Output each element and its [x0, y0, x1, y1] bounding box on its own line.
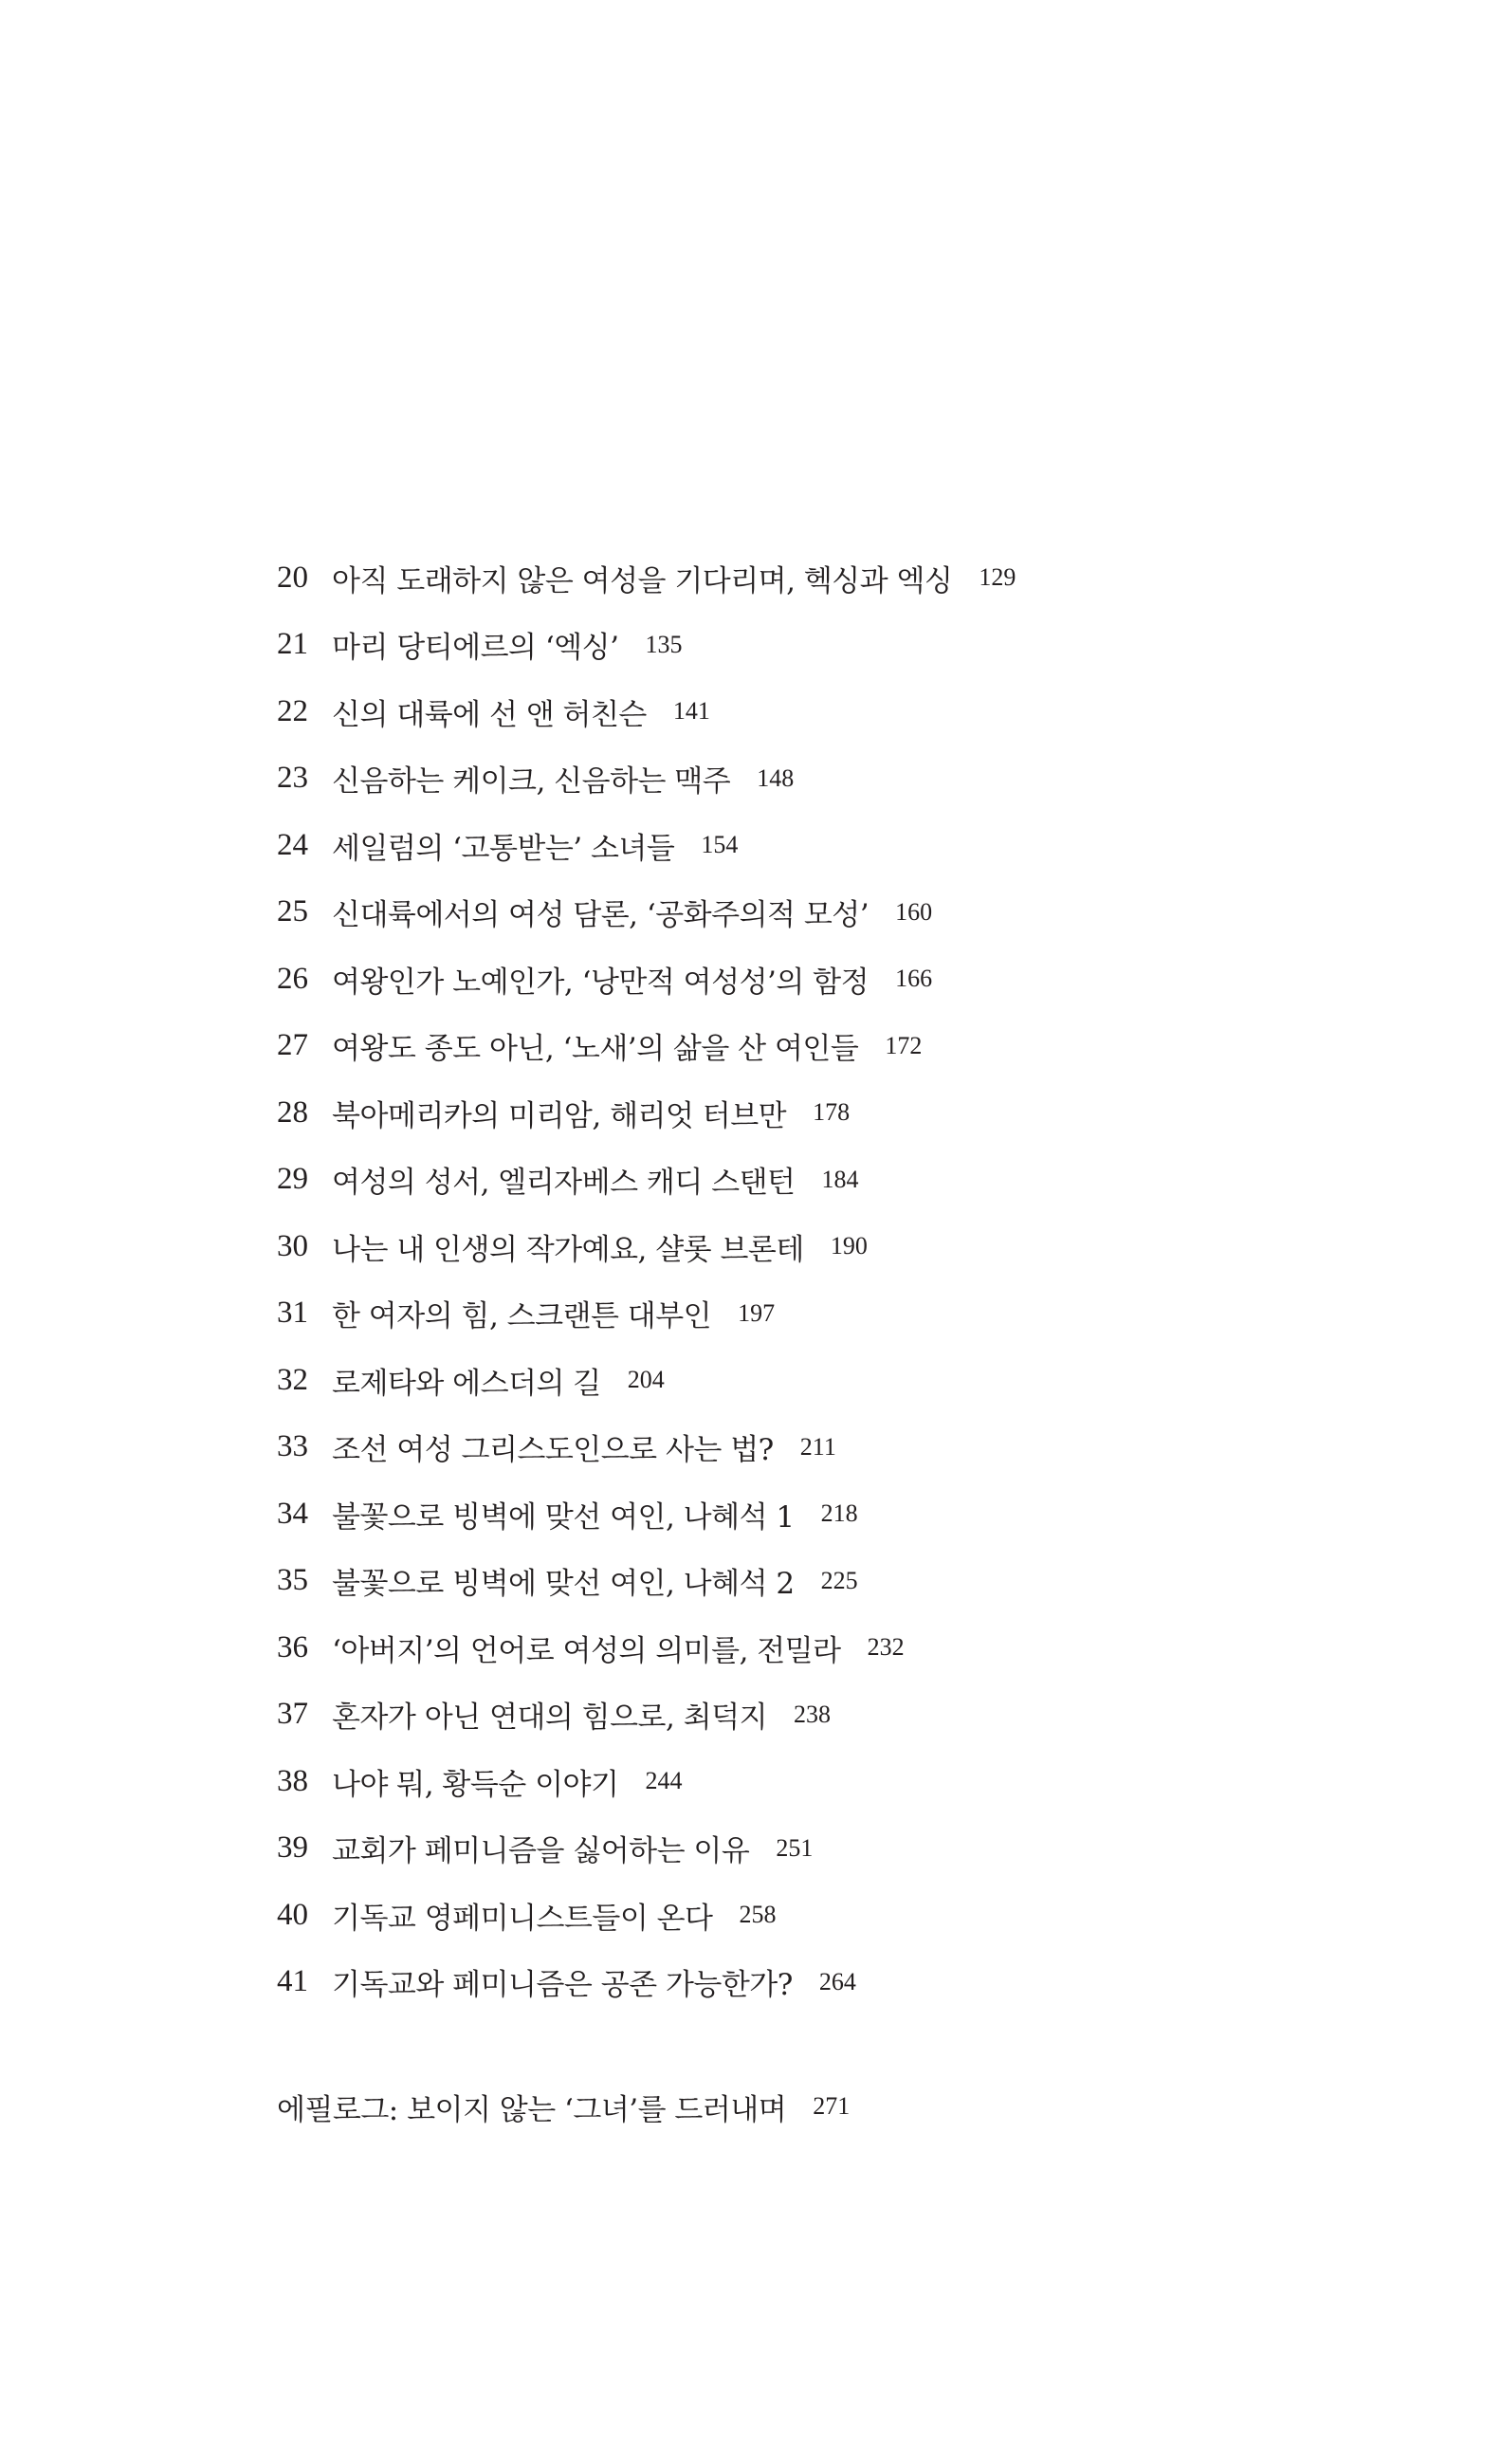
toc-entry-number: 22 — [277, 693, 308, 728]
toc-entry[interactable] — [277, 879, 1016, 947]
toc-entry-title: 여왕도 종도 아닌, ‘노새’의 삶을 산 여인들 — [332, 1032, 859, 1067]
toc-entry[interactable] — [277, 1347, 1016, 1414]
toc-entry[interactable] — [277, 1213, 1016, 1280]
toc-entry-number: 33 — [277, 1429, 308, 1464]
toc-entry-page: 218 — [820, 1499, 858, 1528]
toc-entry-page: 129 — [979, 563, 1016, 592]
toc-entry-title: 한 여자의 힘, 스크랜튼 대부인 — [332, 1299, 712, 1334]
toc-entry-title: 마리 당티에르의 ‘엑싱’ — [332, 631, 619, 666]
toc-entry-epilogue[interactable] — [277, 2073, 850, 2140]
toc-entry-title: 북아메리카의 미리암, 해리엇 터브만 — [332, 1098, 787, 1133]
toc-entry[interactable] — [277, 946, 1016, 1013]
toc-entry-title: 혼자가 아닌 연대의 힘으로, 최덕지 — [332, 1701, 768, 1736]
toc-entry-title: 기독교 영페미니스트들이 온다 — [332, 1901, 713, 1936]
toc-entry-page: 204 — [627, 1366, 665, 1394]
toc-entry-title: 에필로그: 보이지 않는 ‘그녀’를 드러내며 — [277, 2092, 787, 2127]
toc-entry-title: 신음하는 케이크, 신음하는 맥주 — [332, 764, 731, 800]
toc-entry[interactable] — [277, 1614, 1016, 1682]
toc-entry[interactable] — [277, 1480, 1016, 1548]
toc-entry-page: 172 — [885, 1031, 923, 1059]
toc-entry[interactable] — [277, 678, 1016, 745]
toc-entry-page: 190 — [830, 1232, 868, 1260]
toc-entry[interactable] — [277, 1548, 1016, 1615]
toc-entry[interactable] — [277, 1882, 1016, 1949]
toc-entry-title: 불꽃으로 빙벽에 맞선 여인, 나혜석 1 — [332, 1499, 795, 1535]
toc-entry-page: 160 — [895, 897, 933, 926]
toc-entry[interactable] — [277, 745, 1016, 813]
toc-entry-title: 나야 뭐, 황득순 이야기 — [332, 1767, 619, 1802]
table-of-contents — [277, 544, 1016, 2015]
toc-entry-number: 23 — [277, 761, 308, 796]
toc-entry-title: 나는 내 인생의 작가예요, 샬롯 브론테 — [332, 1232, 804, 1267]
toc-entry-number: 32 — [277, 1362, 308, 1397]
toc-entry-number: 26 — [277, 961, 308, 996]
toc-entry[interactable] — [277, 612, 1016, 679]
toc-entry-number: 35 — [277, 1563, 308, 1598]
toc-entry-page: 211 — [799, 1432, 836, 1461]
toc-entry-page: 271 — [813, 2092, 851, 2120]
toc-entry-page: 232 — [867, 1633, 905, 1662]
toc-entry-number: 30 — [277, 1228, 308, 1263]
toc-entry[interactable] — [277, 1414, 1016, 1481]
toc-entry-page: 154 — [701, 831, 739, 859]
toc-entry-number: 25 — [277, 894, 308, 929]
toc-entry-title: 조선 여성 그리스도인으로 사는 법? — [332, 1433, 774, 1468]
toc-entry-page: 184 — [821, 1165, 859, 1193]
toc-entry[interactable] — [277, 1147, 1016, 1214]
toc-entry-page: 264 — [818, 1967, 856, 1995]
toc-entry[interactable] — [277, 1949, 1016, 2016]
toc-entry[interactable] — [277, 544, 1016, 612]
toc-entry-number: 36 — [277, 1629, 308, 1664]
toc-entry-number: 28 — [277, 1094, 308, 1130]
toc-entry-number: 20 — [277, 560, 308, 595]
toc-entry-title: 기독교와 페미니즘은 공존 가능한가? — [332, 1968, 793, 2003]
toc-entry-page: 251 — [776, 1833, 814, 1862]
toc-entry-number: 21 — [277, 627, 308, 662]
toc-entry[interactable] — [277, 1815, 1016, 1883]
toc-entry-page: 166 — [895, 965, 933, 993]
toc-entry-number: 24 — [277, 827, 308, 862]
toc-entry-title: 불꽃으로 빙벽에 맞선 여인, 나혜석 2 — [332, 1567, 795, 1602]
toc-entry[interactable] — [277, 1682, 1016, 1749]
toc-entry-page: 225 — [820, 1566, 858, 1594]
toc-entry-title: 교회가 페미니즘을 싫어하는 이유 — [332, 1834, 750, 1869]
toc-entry-page: 244 — [645, 1767, 683, 1795]
toc-entry-number: 40 — [277, 1897, 308, 1932]
toc-entry-title: 신대륙에서의 여성 담론, ‘공화주의적 모성’ — [332, 898, 869, 933]
toc-entry-page: 178 — [813, 1098, 851, 1127]
toc-entry[interactable] — [277, 1079, 1016, 1147]
toc-entry-page: 258 — [739, 1901, 777, 1929]
toc-entry-title: 로제타와 에스더의 길 — [332, 1366, 601, 1401]
toc-entry-number: 29 — [277, 1162, 308, 1197]
toc-entry-page: 135 — [645, 630, 683, 658]
toc-entry-number: 37 — [277, 1697, 308, 1732]
toc-entry-number: 34 — [277, 1496, 308, 1531]
toc-entry-number: 41 — [277, 1964, 308, 1999]
toc-entry-number: 38 — [277, 1763, 308, 1798]
toc-entry-page: 197 — [738, 1298, 776, 1327]
toc-entry-number: 31 — [277, 1296, 308, 1331]
toc-entry-title: 세일럼의 ‘고통받는’ 소녀들 — [332, 831, 675, 866]
toc-entry[interactable] — [277, 812, 1016, 879]
toc-entry-title: 여왕인가 노예인가, ‘낭만적 여성성’의 함정 — [332, 965, 869, 1000]
toc-entry[interactable] — [277, 1013, 1016, 1080]
toc-entry[interactable] — [277, 1748, 1016, 1815]
toc-entry-number: 27 — [277, 1028, 308, 1063]
toc-entry-title: 신의 대륙에 선 앤 허친슨 — [332, 697, 647, 732]
toc-entry-title: 아직 도래하지 않은 여성을 기다리며, 헥싱과 엑싱 — [332, 563, 953, 598]
toc-entry-title: 여성의 성서, 엘리자베스 캐디 스탠턴 — [332, 1166, 796, 1201]
toc-entry-title: ‘아버지’의 언어로 여성의 의미를, 전밀라 — [332, 1633, 841, 1668]
toc-entry-number: 39 — [277, 1830, 308, 1866]
toc-entry-page: 148 — [757, 763, 795, 792]
toc-entry[interactable] — [277, 1280, 1016, 1348]
toc-entry-page: 238 — [794, 1700, 832, 1728]
toc-entry-page: 141 — [672, 697, 710, 726]
